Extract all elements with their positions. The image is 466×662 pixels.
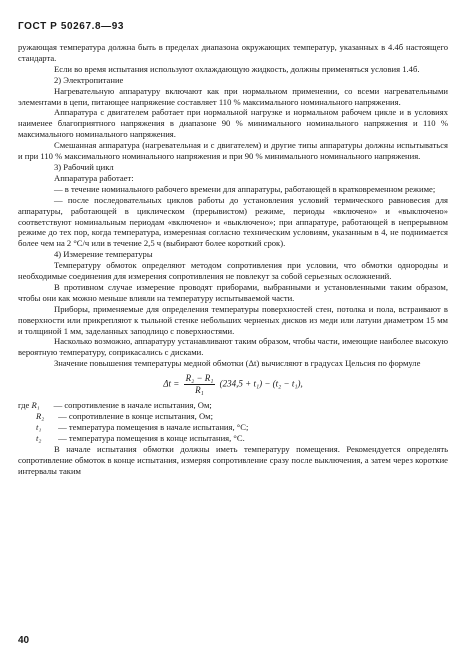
legend-symbol: t₂: [36, 432, 42, 443]
legend-symbol: R₂: [36, 411, 45, 422]
paragraph: Смешанная аппаратура (нагревательная и с двигателем) и другие типы аппаратуры должны испытываться и при 110 % максимального номинального напряжения и при 90 % минимального номинального напряжения.: [18, 140, 448, 162]
formula-numerator: R₂ − R₁: [185, 373, 214, 384]
paragraph: Аппаратура работает:: [54, 172, 134, 183]
section-heading: 3) Рабочий цикл: [54, 161, 114, 172]
formula-denominator: R₁: [195, 385, 204, 396]
paragraph: Значение повышения температуры медной обмотки (Δt) вычисляют в градусах Цельсия по формуле: [54, 358, 421, 369]
formula-rhs: (234,5 + t₁) − (t₂ − t₁),: [219, 378, 303, 389]
formula-fraction: [184, 373, 216, 396]
legend-row: [18, 400, 448, 411]
formula-lhs: Δt =: [163, 378, 180, 389]
paragraph: Температуру обмоток определяют методом сопротивления при условии, что обмотки однородны и необходимые соединения для измерения сопротивления не повлекут за собой серьезных осложнений.: [18, 260, 448, 282]
paragraph: В начале испытания обмотки должны иметь температуру помещения. Рекомендуется определять сопротивление обмоток в конце испытания, измеряя сопротивление сразу после выключения, а затем через короткие интервалы таким: [18, 443, 448, 476]
paragraph: Аппаратура с двигателем работает при нормальной нагрузке и нормальном рабочем цикле и в условиях наименее благоприятного напряжения в диапазоне 90 % минимального номинального напряжения и 110 % максимального номинального напряжения.: [18, 107, 448, 140]
legend-text: — сопротивление в конце испытания, Ом;: [58, 411, 213, 422]
legend-row: [18, 433, 448, 444]
legend-intro: где: [18, 400, 30, 411]
section-heading: 4) Измерение температуры: [54, 249, 153, 260]
legend-text: — сопротивление в начале испытания, Ом;: [53, 400, 212, 411]
list-item: — в течение номинального рабочего времени для аппаратуры, работающей в кратковременном режиме;: [54, 183, 436, 194]
section-heading: 2) Электропитание: [54, 74, 124, 85]
temperature-rise-formula: [18, 373, 448, 396]
paragraph: Если во время испытания используют охлаждающую жидкость, должны применяться условия 1.4б.: [54, 63, 420, 74]
list-item: — после последовательных циклов работы до установления условий термического равновесия для аппаратуры, работающей в циклическом (прерывистом) режиме, периоды «включено» и «выключено» соответствуют номинальным периодам «включено» и «выключено»; при аппаратуре, работающей в непрерывном режиме до тех пор, когда температура, измеренная согласно техническим условиям, указанным в 4, не поднимается более чем на 2 °С/ч или в течение 2,5 ч (выбирают более короткий срок).: [18, 194, 448, 249]
legend-text: — температура помещения в начале испытания, °С;: [58, 422, 249, 432]
paragraph: Приборы, применяемые для определения температуры поверхностей стен, потолка и пола, встраивают в поверхности или прикрепляют к тыльной стенке небольших черненых дисков из меди или латуни диаметром 15 мм и толщиной 1 мм, заделанных заподлицо с поверхностями.: [18, 303, 448, 336]
page-number: 40: [18, 635, 30, 646]
legend-text: — температура помещения в конце испытания, °С.: [58, 432, 245, 443]
legend-symbol: R₁: [31, 400, 40, 411]
legend-row: [18, 422, 448, 433]
legend-symbol: t₁: [36, 422, 42, 432]
document-body: [18, 42, 448, 477]
paragraph: Нагревательную аппаратуру включают как при нормальном применении, со всеми нагревательными элементами в цепи, питающее напряжение составляет 110 % максимального номинального напряжения.: [18, 85, 448, 107]
page-header-standard: ГОСТ Р 50267.8—93: [18, 21, 125, 32]
paragraph: ружающая температура должна быть в пределах диапазона окружающих температур, указанных в 4.4б настоящего стандарта.: [18, 42, 448, 63]
paragraph: В противном случае измерение проводят приборами, выбранными и установленными таким образом, чтобы они как можно меньше влияли на температуру испытываемой части.: [18, 281, 448, 303]
formula-legend: [18, 400, 448, 444]
legend-row: [18, 411, 448, 422]
paragraph: Насколько возможно, аппаратуру устанавливают таким образом, чтобы части, имеющие наиболее высокую вероятную температуру, соприкасались с дисками.: [18, 336, 448, 358]
